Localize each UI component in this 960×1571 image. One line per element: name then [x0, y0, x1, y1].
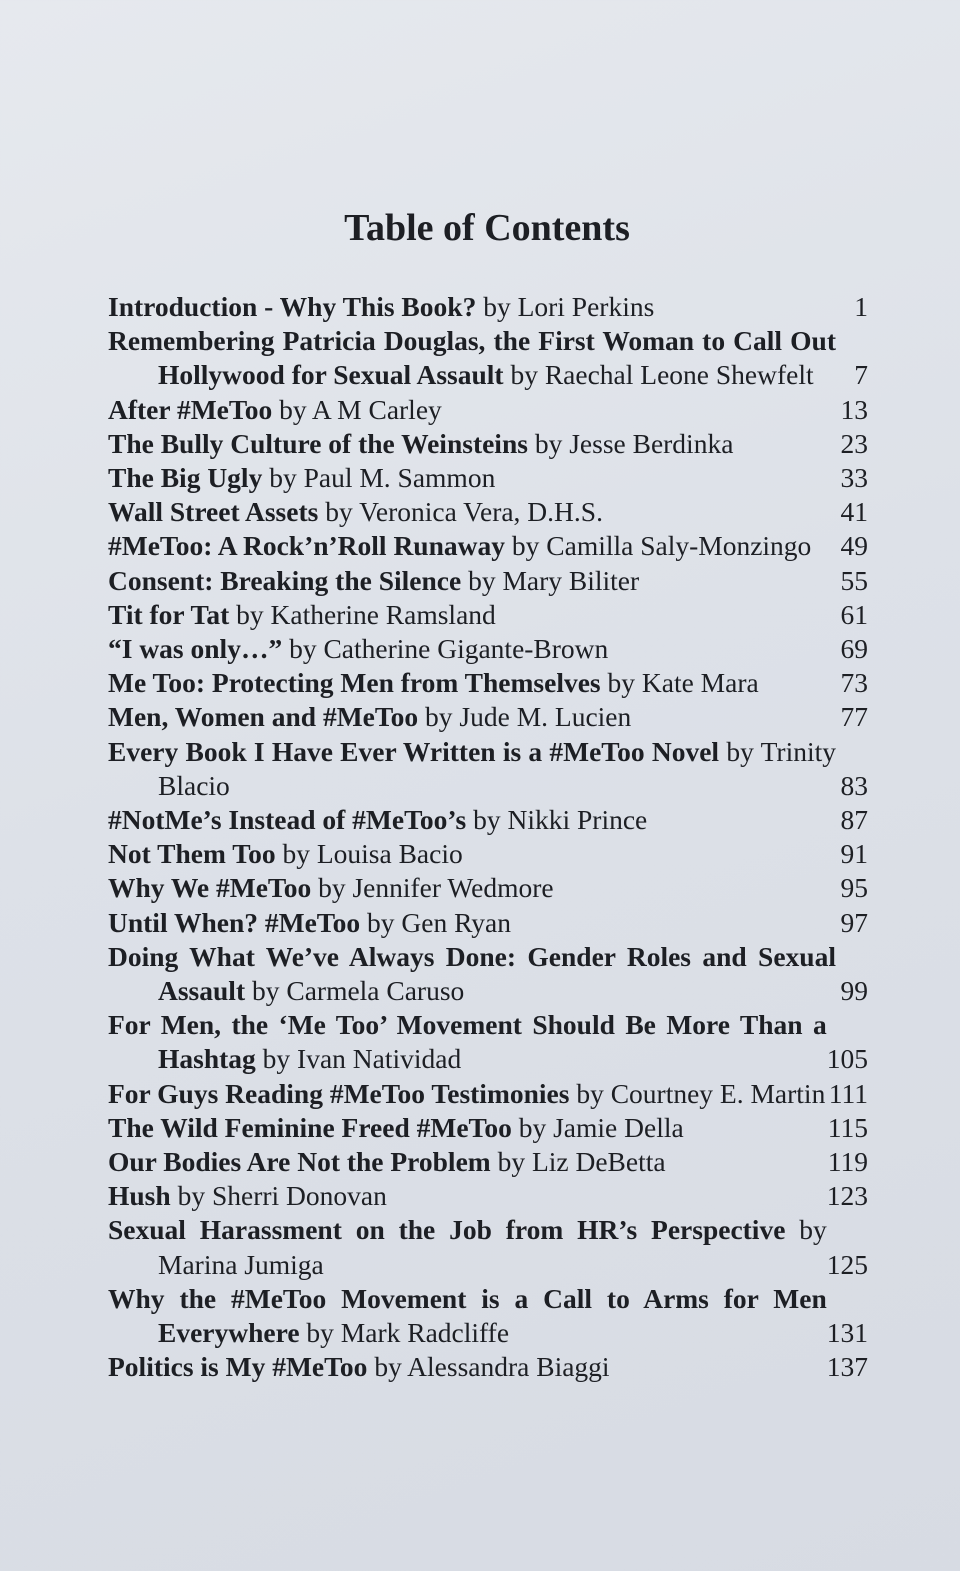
- toc-entry: [108, 1179, 868, 1213]
- toc-entry: [108, 598, 868, 632]
- toc-entry: [108, 290, 868, 324]
- toc-entry-page-number: 125: [826, 1248, 868, 1280]
- toc-entry-page-number: 23: [840, 427, 868, 459]
- toc-entry-page-number: 137: [826, 1351, 868, 1383]
- toc-entry-page-number: 119: [827, 1146, 868, 1178]
- toc-entry-text: [108, 598, 836, 632]
- toc-entry-title: Hush: [108, 1180, 171, 1212]
- toc-entry-page-number: 99: [840, 975, 868, 1007]
- toc-entry-page-number: 7: [854, 359, 868, 391]
- toc-entry-title: Until When? #MeToo: [108, 906, 361, 938]
- toc-entry: [108, 1111, 868, 1145]
- toc-entry-text: [108, 1179, 827, 1213]
- toc-entry: [108, 495, 868, 529]
- toc-entry-text: [108, 1213, 827, 1281]
- toc-entry-title: #NotMe’s Instead of #MeToo’s: [108, 804, 467, 836]
- toc-entry-page-number: 61: [840, 598, 868, 630]
- toc-entry-author: by Liz DeBetta: [497, 1146, 666, 1178]
- toc-entry: [108, 461, 868, 495]
- toc-entry-author: by Nikki Prince: [473, 804, 648, 836]
- toc-entry: [108, 837, 868, 871]
- toc-entry-author: by Katherine Ramsland: [236, 598, 496, 630]
- toc-entry-title: “I was only…”: [108, 633, 283, 665]
- toc-entry: [108, 735, 868, 803]
- toc-entry-text: [108, 837, 836, 871]
- toc-entry-page-number: 33: [840, 462, 868, 494]
- toc-entry-page-number: 91: [840, 838, 868, 870]
- toc-entry-author: by Paul M. Sammon: [269, 462, 496, 494]
- toc-entry: [108, 940, 868, 1008]
- toc-entry-title: #MeToo: A Rock’n’Roll Runaway: [108, 530, 506, 562]
- toc-entry: [108, 427, 868, 461]
- toc-entry-author: by Jude M. Lucien: [425, 701, 632, 733]
- toc-entry-page-number: 97: [840, 906, 868, 938]
- toc-entry-page-number: 77: [840, 701, 868, 733]
- toc-entry-author: by Jennifer Wedmore: [318, 872, 554, 904]
- toc-entry-author: by A M Carley: [279, 393, 442, 425]
- toc-entry: [108, 529, 868, 563]
- toc-entry-text: [108, 1350, 827, 1384]
- toc-entry-author: by Veronica Vera, D.H.S.: [325, 496, 603, 528]
- toc-entry: [108, 393, 868, 427]
- toc-entry-text: [108, 632, 836, 666]
- toc-entry: [108, 324, 868, 392]
- toc-entry-title: For Guys Reading #MeToo Testimonies: [108, 1077, 570, 1109]
- toc-entry-author: by Kate Mara: [607, 667, 759, 699]
- toc-entry-title: Why the #MeToo Movement is a Call to Arms for Men Everywhere: [108, 1282, 827, 1349]
- toc-entry-author: by Alessandra Biaggi: [374, 1351, 610, 1383]
- toc-entry-title: Me Too: Protecting Men from Themselves: [108, 667, 601, 699]
- toc-entry-title: Tit for Tat: [108, 598, 230, 630]
- toc-entry-text: [108, 427, 836, 461]
- toc-entry: [108, 1008, 868, 1076]
- toc-entry-page-number: 111: [828, 1077, 868, 1109]
- toc-entry-page-number: 131: [826, 1317, 868, 1349]
- toc-entry-title: The Bully Culture of the Weinsteins: [108, 427, 528, 459]
- toc-entry: [108, 1077, 868, 1111]
- toc-entry-page-number: 115: [827, 1111, 868, 1143]
- toc-entry-title: For Men, the ‘Me Too’ Movement Should Be More Than a Hashtag: [108, 1009, 827, 1075]
- toc-entry-author: by Sherri Donovan: [177, 1180, 387, 1212]
- toc-entry-title: Not Them Too: [108, 838, 276, 870]
- toc-entry-title: After #MeToo: [108, 393, 273, 425]
- toc-entry: [108, 632, 868, 666]
- toc-entry-title: The Wild Feminine Freed #MeToo: [108, 1111, 512, 1143]
- toc-entry-text: [108, 1282, 827, 1350]
- toc-entry: [108, 871, 868, 905]
- toc-entry-author: by Mary Biliter: [468, 564, 640, 596]
- toc-entry-page-number: 49: [840, 530, 868, 562]
- toc-entry-page-number: 55: [840, 564, 868, 596]
- toc-entry-text: [108, 940, 836, 1008]
- toc-entry-author: by Carmela Caruso: [251, 975, 465, 1007]
- toc-entry-text: [108, 1145, 828, 1179]
- toc-entry: [108, 666, 868, 700]
- toc-entry: [108, 564, 868, 598]
- toc-entry-author: by Raechal Leone Shewfelt: [510, 359, 814, 391]
- toc-entry-title: Consent: Breaking the Silence: [108, 564, 462, 596]
- toc-entry-title: Remembering Patricia Douglas, the First Woman to Call Out Hollywood for Sexual Assault: [108, 325, 836, 391]
- toc-entry-text: [108, 735, 836, 803]
- toc-entry-title: Sexual Harassment on the Job from HR’s Perspective: [108, 1214, 786, 1246]
- toc-entry-author: by Jamie Della: [518, 1111, 684, 1143]
- page-title: Table of Contents: [344, 207, 630, 249]
- toc-entry-title: Every Book I Have Ever Written is a #MeToo Novel: [108, 735, 720, 767]
- toc-entry-text: [108, 871, 836, 905]
- toc-entry-text: [108, 495, 836, 529]
- toc-entry: [108, 803, 868, 837]
- toc-entry-page-number: 1: [854, 291, 868, 322]
- toc-entry-title: Why We #MeToo: [108, 872, 312, 904]
- toc-entry-title: Men, Women and #MeToo: [108, 701, 419, 733]
- toc-entry-page-number: 73: [840, 667, 868, 699]
- toc-entry: [108, 1145, 868, 1179]
- toc-entry-author: by Catherine Gigante-Brown: [289, 633, 609, 665]
- toc-entry-author: by Gen Ryan: [367, 906, 512, 938]
- toc-entry-page-number: 41: [840, 496, 868, 528]
- toc-entry-author: by Marina Jumiga: [158, 1214, 827, 1280]
- toc-entry-page-number: 123: [826, 1180, 868, 1212]
- toc-entry: [108, 1282, 868, 1350]
- toc-entry-author: by Ivan Natividad: [262, 1043, 462, 1075]
- toc-entry-text: [108, 1111, 828, 1145]
- toc-entry-author: by Courtney E. Martin: [576, 1077, 826, 1109]
- toc-entry-author: by Lori Perkins: [483, 291, 655, 322]
- toc-entry-text: [108, 666, 836, 700]
- toc-entry-text: [108, 529, 836, 563]
- toc-entry-title: Our Bodies Are Not the Problem: [108, 1146, 491, 1178]
- toc-entry-title: Wall Street Assets: [108, 496, 319, 528]
- toc-entry-text: [108, 1077, 829, 1111]
- toc-entry-text: [108, 393, 836, 427]
- toc-entry: [108, 1213, 868, 1281]
- toc-entry-text: [108, 290, 836, 324]
- toc-entry-page-number: 83: [840, 769, 868, 801]
- toc-entry-title: Doing What We’ve Always Done: Gender Roles and Sexual Assault: [108, 940, 836, 1007]
- toc-entry-author: by Jesse Berdinka: [534, 427, 734, 459]
- toc-list: [108, 290, 868, 1385]
- toc-entry-text: [108, 803, 836, 837]
- toc-entry-title: Introduction - Why This Book?: [108, 291, 477, 322]
- toc-entry-text: [108, 700, 836, 734]
- toc-entry-text: [108, 906, 836, 940]
- toc-entry-text: [108, 1008, 827, 1076]
- toc-entry-author: by Mark Radcliffe: [306, 1317, 510, 1349]
- toc-entry-title: The Big Ugly: [108, 462, 263, 494]
- toc-entry-author: by Trinity Blacio: [158, 735, 836, 801]
- toc-entry-page-number: 87: [840, 804, 868, 836]
- toc-entry-page-number: 13: [840, 393, 868, 425]
- toc-entry-text: [108, 461, 836, 495]
- toc-entry: [108, 1350, 868, 1384]
- toc-entry: [108, 700, 868, 734]
- toc-entry-page-number: 69: [840, 633, 868, 665]
- toc-entry-author: by Louisa Bacio: [282, 838, 463, 870]
- toc-entry-text: [108, 564, 836, 598]
- toc-entry-author: by Camilla Saly-Monzingo: [511, 530, 812, 562]
- toc-entry-text: [108, 324, 836, 392]
- toc-entry-title: Politics is My #MeToo: [108, 1351, 368, 1383]
- toc-entry-page-number: 95: [840, 872, 868, 904]
- toc-entry: [108, 906, 868, 940]
- toc-entry-page-number: 105: [826, 1043, 868, 1075]
